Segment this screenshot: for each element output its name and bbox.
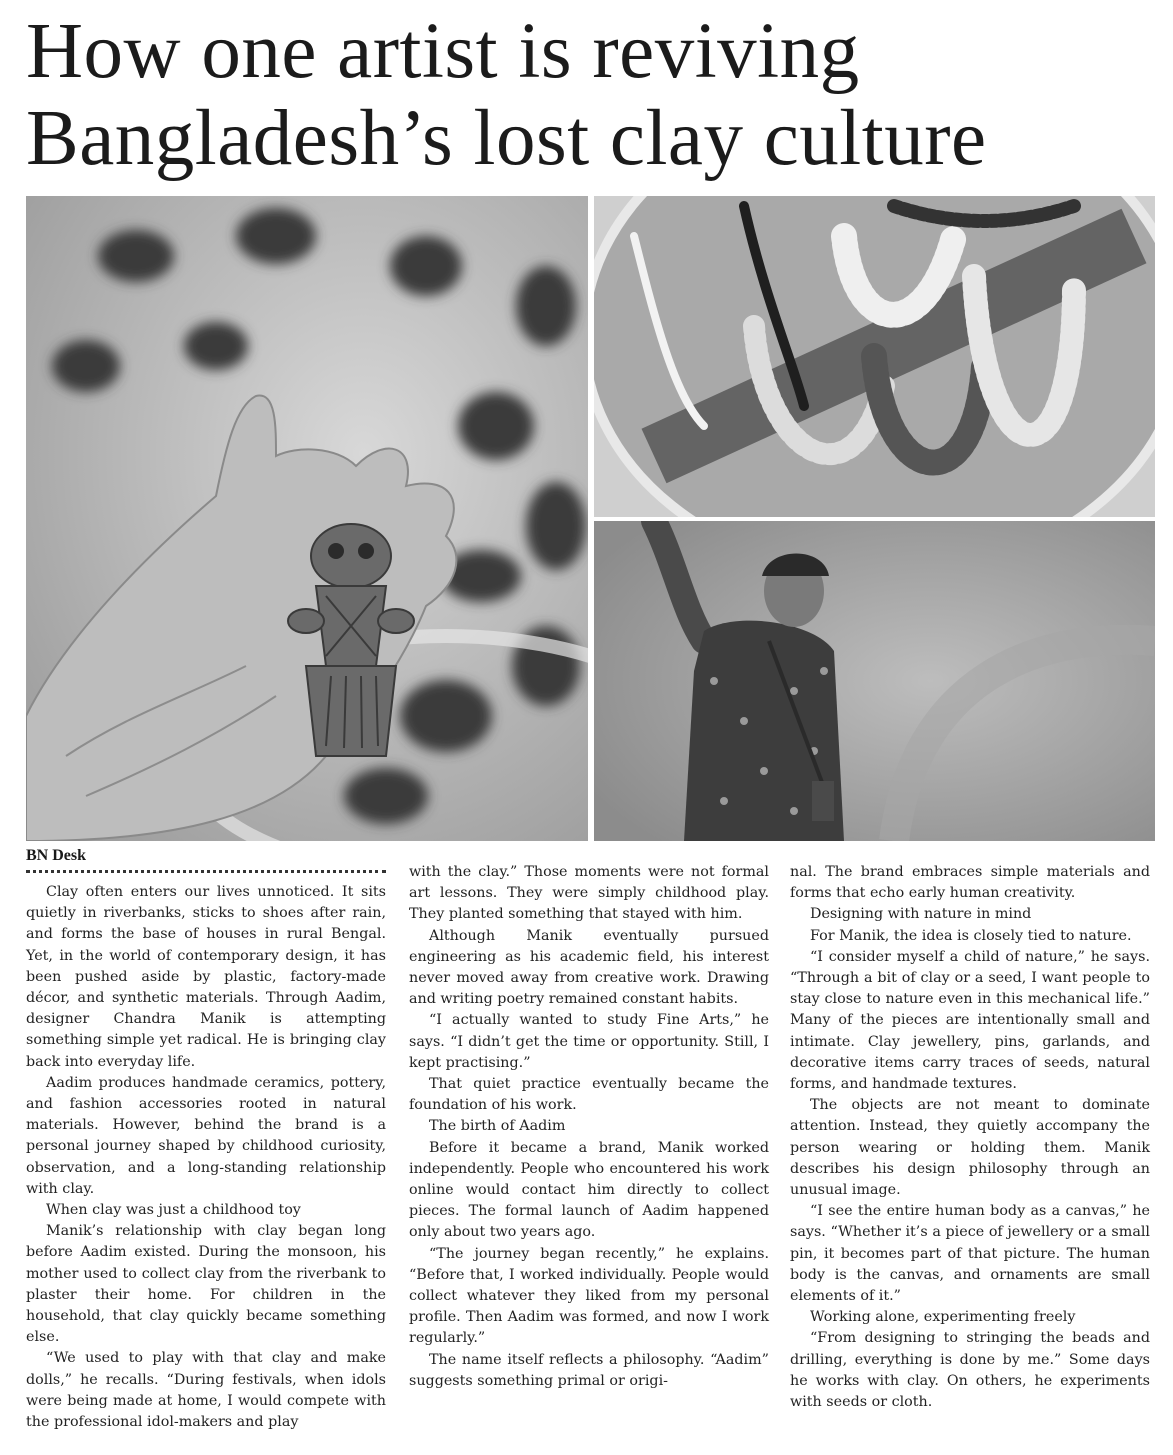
photo-artist-portrait — [594, 521, 1155, 841]
paragraph: For Manik, the idea is closely tied to nature. — [810, 927, 1132, 944]
paragraph: Although Manik eventually pursued engineering as his academic field, his interest never moved away from creative work. Drawing and writing poetry remained constant habits. — [409, 927, 769, 1008]
paragraph: Manik’s relationship with clay began long before Aadim existed. During the monsoon, his mother used to collect clay from the riverbank to plaster their home. For children in the household, that clay quickly became something else. — [26, 1223, 386, 1346]
photo-clay-figurine-in-hand — [26, 196, 588, 841]
subheading: Designing with nature in mind — [810, 906, 1032, 923]
paragraph: Aadim produces handmade ceramics, pottery, and fashion accessories rooted in natural materials. However, behind the brand is a personal journey shaped by childhood curiosity, observation, and a long-standing relationship with clay. — [26, 1074, 386, 1197]
photo-seed-jewellery-tray — [594, 196, 1155, 517]
article-column-1 — [26, 882, 386, 1433]
article-column-2 — [409, 862, 769, 1392]
paragraph: nal. The brand embraces simple materials and forms that echo early human creativity. — [790, 864, 1150, 902]
headline-line-1: How one artist is reviving — [26, 8, 860, 95]
paragraph: The name itself reflects a philosophy. “Aadim” suggests something primal or origi- — [409, 1351, 769, 1389]
paragraph: Clay often enters our lives unnoticed. It sits quietly in riverbanks, sticks to shoes after rain, and forms the base of houses in rural Bengal. Yet, in the world of contemporary design, it has been pushed aside by plastic, factory-made décor, and synthetic materials. Through Aadim, designer Chandra Manik is attempting something simple yet radical. He is bringing clay back into everyday life. — [26, 884, 386, 1070]
headline — [26, 8, 1156, 182]
paragraph: “I consider myself a child of nature,” he says. “Through a bit of clay or a seed, I want people to stay close to nature even in this mechanical life.” Many of the pieces are intentionally small and intimate. Clay jewellery, pins, garlands, and decorative items carry traces of seeds, natural forms, and handmade textures. — [790, 948, 1150, 1093]
paragraph: with the clay.” Those moments were not formal art lessons. They were simply childhood play. They planted something that stayed with him. — [409, 864, 769, 923]
paragraph: The objects are not meant to dominate attention. Instead, they quietly accompany the person wearing or holding them. Manik describes his design philosophy through an unusual image. — [790, 1097, 1150, 1199]
paragraph: That quiet practice eventually became the foundation of his work. — [409, 1076, 769, 1114]
paragraph: “I see the entire human body as a canvas,” he says. “Whether it’s a piece of jewellery or a small pin, it becomes part of that picture. The human body is the canvas, and ornaments are small elements of it.” — [790, 1203, 1150, 1305]
paragraph: Before it became a brand, Manik worked independently. People who encountered his work online would contact him directly to collect pieces. The formal launch of Aadim happened only about two years ago. — [409, 1139, 769, 1241]
dotted-divider — [26, 870, 386, 873]
subheading: Working alone, experimenting freely — [810, 1309, 1076, 1326]
subheading: When clay was just a childhood toy — [46, 1202, 301, 1219]
paragraph: “I actually wanted to study Fine Arts,” he says. “I didn’t get the time or opportunity. Still, I kept practising.” — [409, 1012, 769, 1071]
byline: BN Desk — [26, 847, 87, 864]
paragraph: “The journey began recently,” he explains. “Before that, I worked individually. People would collect whatever they liked from my personal profile. Then Aadim was formed, and now I work regularly.” — [409, 1245, 769, 1347]
headline-line-2: Bangladesh’s lost clay culture — [26, 95, 987, 182]
paragraph: “From designing to stringing the beads and drilling, everything is done by me.” Some days he works with clay. On others, he experiments with seeds or cloth. — [790, 1330, 1150, 1411]
subheading: The birth of Aadim — [429, 1118, 566, 1135]
paragraph: “We used to play with that clay and make dolls,” he recalls. “During festivals, when idols were being made at home, I would compete with the professional idol-makers and play — [26, 1350, 386, 1431]
article-column-3 — [790, 862, 1150, 1413]
